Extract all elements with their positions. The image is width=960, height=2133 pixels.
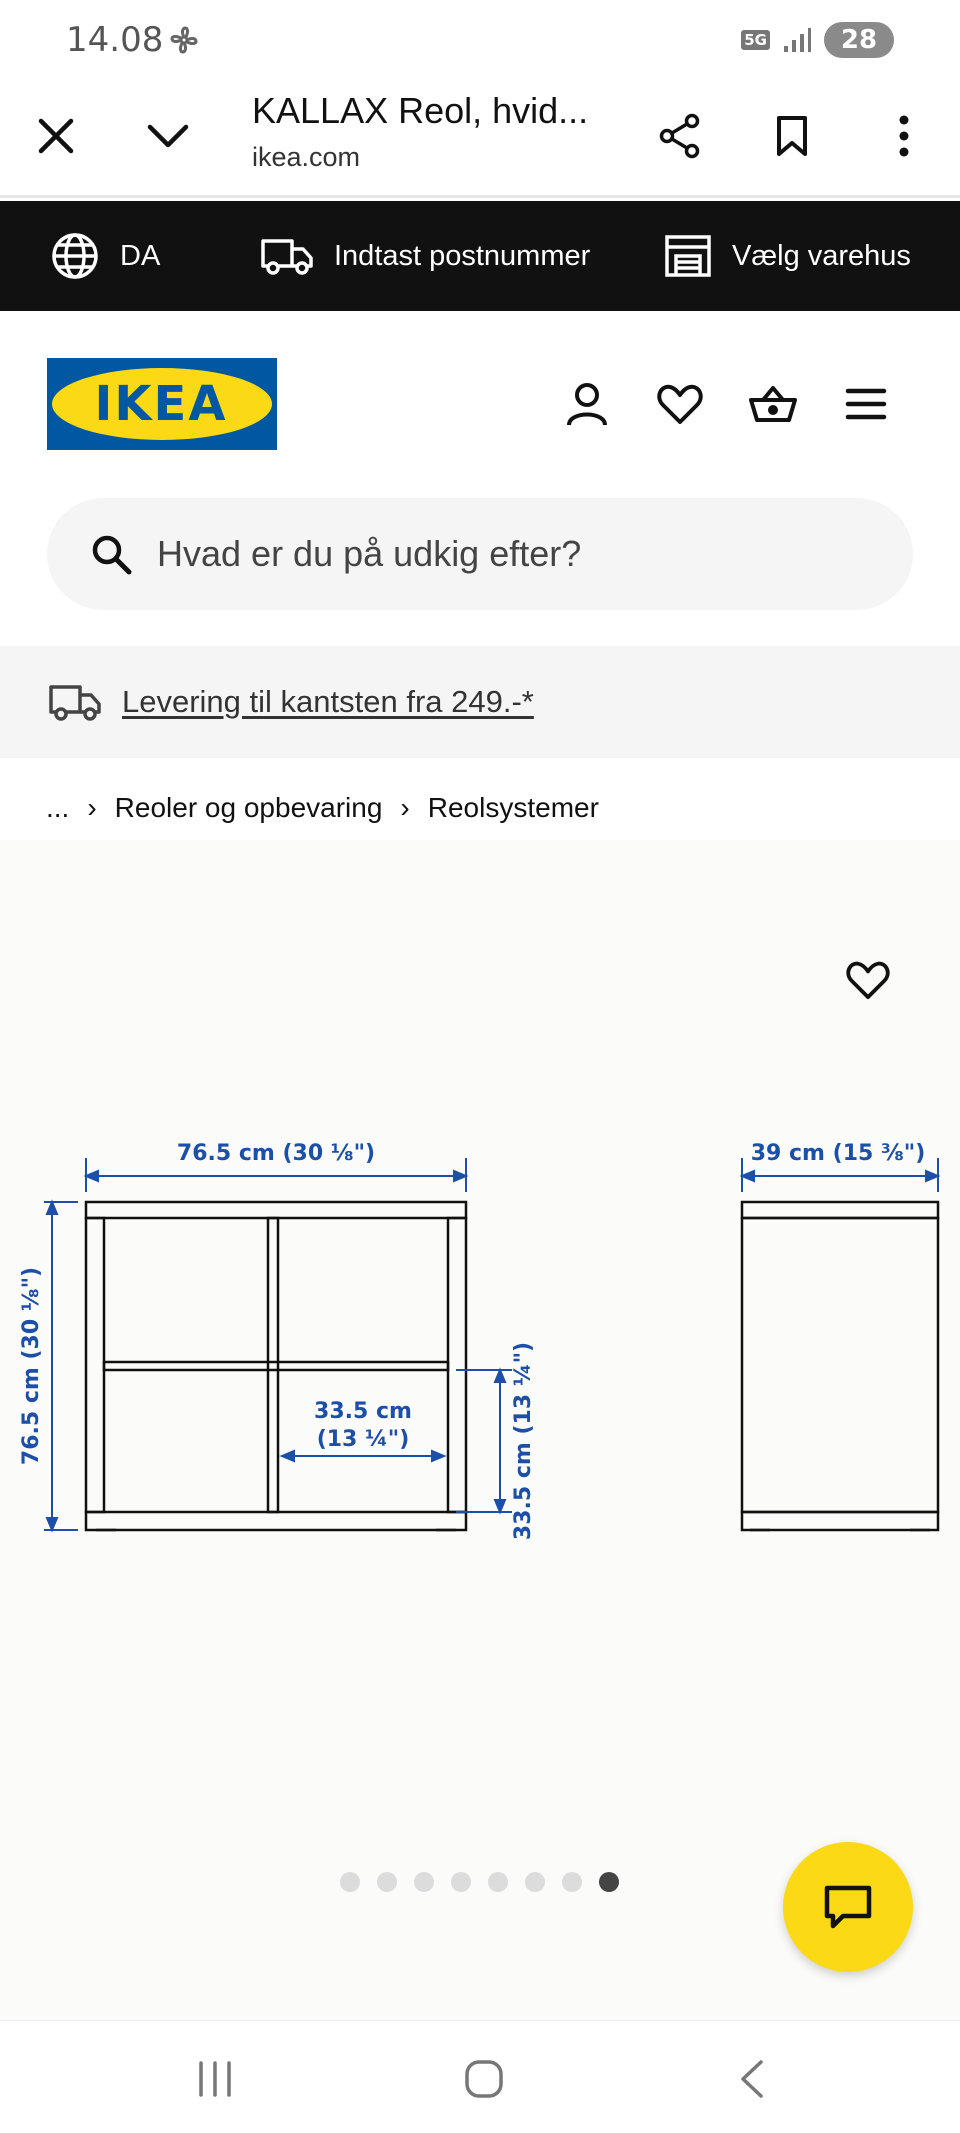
page-title: KALLAX Reol, hvid... [252, 90, 589, 131]
search-input[interactable] [157, 533, 857, 575]
delivery-truck-icon [260, 236, 314, 276]
home-button[interactable] [454, 2049, 514, 2109]
back-button[interactable] [722, 2049, 782, 2109]
carousel-dot[interactable] [414, 1872, 434, 1892]
compartment-height-label: 33.5 cm (13 ¼") [511, 1341, 536, 1541]
width-dimension-label: 76.5 cm (30 ⅛") [176, 1141, 376, 1166]
chevron-down-icon [146, 121, 190, 151]
bookmark-icon [774, 114, 810, 158]
breadcrumb-item-shelving-units[interactable]: Reolsystemer [427, 792, 599, 823]
heart-icon [657, 383, 703, 425]
carousel-dot[interactable] [451, 1872, 471, 1892]
search-bar[interactable] [47, 498, 913, 610]
compartment-width-label: 33.5 cm [314, 1399, 412, 1424]
add-to-wishlist-button[interactable] [840, 952, 896, 1008]
breadcrumb-item-storage[interactable]: Reoler og opbevaring [114, 792, 383, 823]
postcode-label: Indtast postnummer [334, 239, 591, 272]
cart-button[interactable] [745, 376, 801, 432]
back-icon [737, 2058, 767, 2100]
depth-dimension-label: 39 cm (15 ⅜") [750, 1141, 926, 1166]
store-label: Vælg varehus [732, 239, 911, 272]
delivery-banner [0, 646, 960, 758]
chevron-right-icon: › [400, 792, 410, 823]
share-button[interactable] [650, 106, 710, 166]
home-icon [463, 2058, 505, 2100]
fan-icon [166, 22, 202, 58]
customer-chat-button[interactable] [783, 1842, 913, 1972]
shopping-basket-icon [748, 384, 798, 424]
minimize-tab-button[interactable] [138, 106, 198, 166]
ikea-logo[interactable] [47, 358, 277, 450]
close-icon [37, 117, 75, 155]
delivery-info-link[interactable]: Levering til kantsten fra 249.-* [122, 684, 534, 719]
recent-apps-button[interactable] [185, 2049, 245, 2109]
page-host: ikea.com [252, 142, 361, 172]
status-icons [741, 20, 894, 60]
globe-icon [50, 231, 100, 281]
bookmark-button[interactable] [762, 106, 822, 166]
product-dimension-drawing [0, 1100, 960, 1560]
breadcrumb-ellipsis[interactable]: ... [46, 792, 70, 823]
language-selector[interactable] [50, 201, 160, 311]
carousel-dot[interactable] [340, 1872, 360, 1892]
user-icon [565, 381, 609, 427]
carousel-dot[interactable] [488, 1872, 508, 1892]
account-button[interactable] [559, 376, 615, 432]
share-icon [657, 113, 703, 159]
status-bar [0, 0, 960, 80]
wishlist-button[interactable] [652, 376, 708, 432]
chevron-right-icon: › [87, 792, 97, 823]
carousel-dot[interactable] [562, 1872, 582, 1892]
recent-apps-icon [195, 2061, 235, 2097]
carousel-dot[interactable] [525, 1872, 545, 1892]
breadcrumb [46, 788, 599, 828]
network-type-badge: 5G [741, 30, 770, 50]
system-navigation-bar [0, 2020, 960, 2133]
carousel-dot[interactable] [599, 1872, 619, 1892]
delivery-truck-icon [48, 682, 102, 722]
more-vertical-icon [898, 115, 910, 157]
product-gallery[interactable] [0, 840, 960, 2020]
compartment-width-label-imperial: (13 ¼") [316, 1427, 410, 1452]
close-tab-button[interactable] [26, 106, 86, 166]
store-selector[interactable] [664, 201, 911, 311]
site-header [0, 311, 960, 646]
more-options-button[interactable] [874, 106, 934, 166]
store-icon [664, 234, 712, 278]
height-dimension-label: 76.5 cm (30 ⅛") [19, 1266, 44, 1466]
battery-indicator [824, 22, 894, 58]
carousel-pagination [340, 1872, 619, 1892]
carousel-dot[interactable] [377, 1872, 397, 1892]
language-label: DA [120, 239, 161, 272]
heart-icon [846, 960, 890, 1000]
browser-toolbar [0, 80, 960, 198]
svg-text:IKEA: IKEA [94, 376, 228, 432]
hamburger-menu-icon [845, 387, 887, 421]
search-icon [89, 532, 133, 576]
battery-level: 28 [840, 25, 878, 55]
postcode-button[interactable] [260, 201, 590, 311]
status-time: 14.08 [66, 20, 164, 60]
menu-button[interactable] [838, 376, 894, 432]
utility-bar [0, 201, 960, 311]
chat-icon [823, 1884, 873, 1930]
signal-icon [782, 26, 812, 54]
